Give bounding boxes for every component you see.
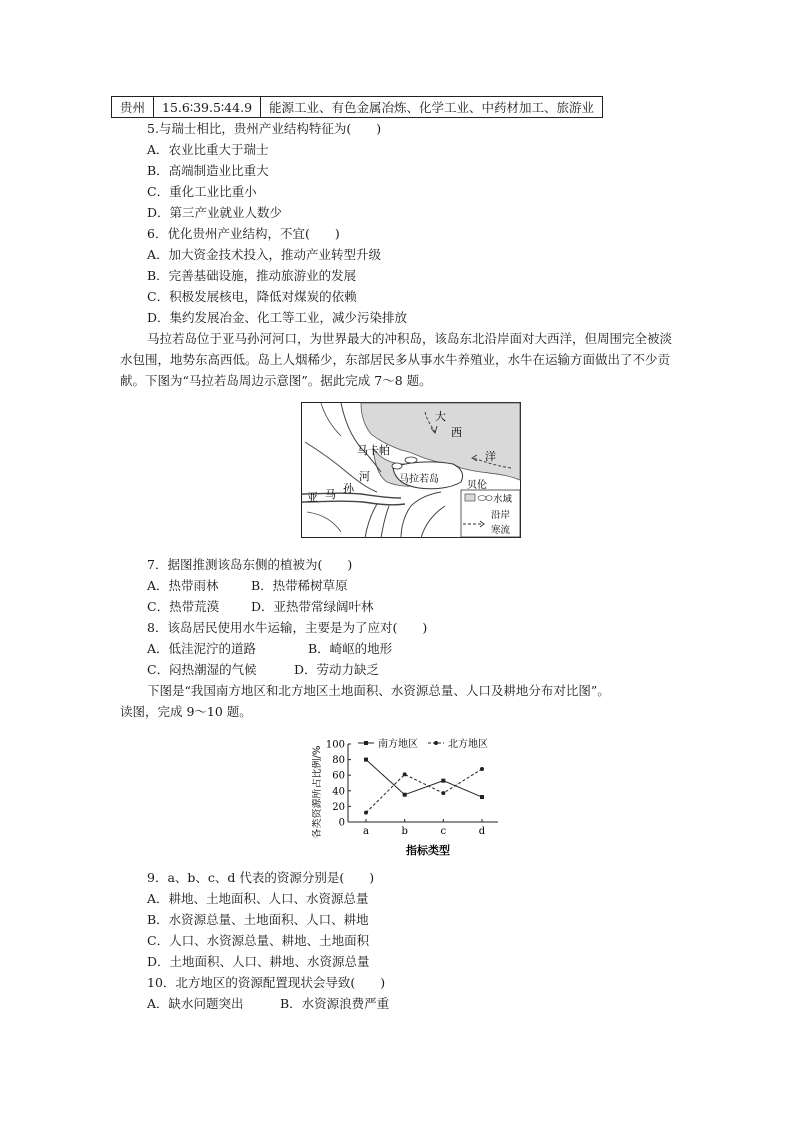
x-tick-label: c	[440, 826, 447, 837]
q10-option-a: A．缺水问题突出	[147, 996, 244, 1011]
q8-option-a: A．低洼泥泞的道路	[147, 641, 257, 656]
q9-stem: 9．a、b、c、d 代表的资源分别是( )	[147, 870, 375, 885]
x-tick-label: a	[363, 826, 369, 837]
chart-xlabel: 指标类型	[406, 844, 450, 857]
legend-current-label-2: 寒流	[491, 525, 511, 536]
chart-ylabel: 各类资源所占比例/%	[312, 745, 323, 839]
table-row	[112, 97, 603, 118]
y-tick-label: 100	[325, 739, 345, 751]
q7-option-c: C．热带荒漠	[147, 599, 220, 614]
legend-water-swatch	[478, 496, 486, 501]
q6-option-a: A．加大资金技术投入，推动产业转型升级	[147, 247, 382, 262]
data-point-south	[403, 793, 407, 797]
passage-chart-instruction: 读图，完成 9～10 题。	[120, 704, 252, 719]
q7-option-d: D．亚热带常绿阔叶林	[251, 599, 374, 614]
label-ya: 亚	[307, 491, 318, 504]
legend-south-marker	[364, 741, 368, 745]
legend-current-label-1: 沿岸	[491, 510, 511, 521]
x-tick-label: b	[401, 826, 408, 837]
q10-stem: 10．北方地区的资源配置现状会导致( )	[147, 975, 386, 990]
legend-water-swatch	[486, 496, 492, 501]
q6-option-b: B．完善基础设施，推动旅游业的发展	[147, 268, 357, 283]
q9-option-d: D．土地面积、人口、耕地、水资源总量	[147, 954, 370, 969]
legend-water-label: 水域	[493, 494, 513, 505]
q8-option-b: B．崎岖的地形	[308, 641, 393, 656]
legend-south-label: 南方地区	[378, 739, 418, 750]
q7-option-b: B．热带稀树草原	[251, 578, 348, 593]
q8-option-d: D．劳动力缺乏	[294, 662, 380, 677]
passage-chart-intro: 下图是“我国南方地区和北方地区土地面积、水资源总量、人口及耕地分布对比图”。	[147, 683, 610, 698]
data-point-north	[364, 811, 368, 815]
data-point-north	[480, 767, 484, 771]
data-point-south	[364, 758, 368, 762]
data-point-south	[441, 779, 445, 783]
label-island: 马拉若岛	[399, 474, 439, 485]
y-tick-group	[326, 740, 351, 829]
q5-option-b: B．高端制造业比重大	[147, 163, 269, 178]
q6-option-c: C．积极发展核电，降低对煤炭的依赖	[147, 289, 357, 304]
q8-option-c: C．闷热潮湿的气候	[147, 662, 257, 677]
q7-option-a: A．热带雨林	[147, 578, 219, 593]
y-tick-label: 0	[338, 817, 345, 829]
label-he: 河	[359, 470, 370, 483]
q7-stem: 7．据图推测该岛东侧的植被为( )	[147, 557, 353, 572]
label-ma: 马	[325, 488, 336, 501]
y-tick-label: 60	[332, 770, 345, 782]
q6-stem: 6．优化贵州产业结构，不宜( )	[147, 226, 340, 241]
label-sun: 孙	[343, 482, 354, 495]
q9-option-a: A．耕地、土地面积、人口、水资源总量	[147, 891, 369, 906]
q8-stem: 8．该岛居民使用水牛运输，主要是为了应对( )	[147, 620, 428, 635]
province-cell: 贵州	[112, 97, 154, 118]
legend-north-marker	[434, 741, 438, 745]
chart-legend	[358, 737, 488, 750]
data-point-north	[441, 791, 445, 795]
y-tick-label: 40	[332, 786, 345, 798]
data-point-north	[403, 772, 407, 776]
q5-option-d: D．第三产业就业人数少	[147, 205, 283, 220]
small-island	[392, 463, 402, 469]
label-da: 大	[435, 410, 446, 423]
small-island	[405, 457, 417, 463]
data-point-south	[480, 795, 484, 799]
legend-north-label: 北方地区	[448, 739, 488, 750]
label-makapa: 马卡帕	[357, 444, 390, 457]
q9-option-c: C．人口、水资源总量、耕地、土地面积	[147, 933, 370, 948]
resource-distribution-chart	[312, 732, 512, 860]
industry-table	[111, 96, 603, 118]
label-yang: 洋	[485, 450, 496, 463]
series-group	[364, 758, 484, 815]
marajo-map	[301, 402, 521, 538]
x-tick-label: d	[478, 826, 486, 837]
y-tick-label: 20	[332, 801, 345, 813]
q5-option-a: A．农业比重大于瑞士	[147, 142, 269, 157]
ratio-cell: 15.6∶39.5∶44.9	[154, 97, 261, 118]
legend-water-swatch	[465, 494, 475, 501]
q5-stem: 5.与瑞士相比，贵州产业结构特征为( )	[147, 121, 382, 136]
q6-option-d: D．集约发展冶金、化工等工业，减少污染排放	[147, 310, 408, 325]
y-tick-label: 80	[332, 755, 345, 767]
q9-option-b: B．水资源总量、土地面积、人口、耕地	[147, 912, 369, 927]
series-line-south	[366, 760, 482, 797]
q10-option-b: B．水资源浪费严重	[280, 996, 390, 1011]
q5-option-c: C．重化工业比重小	[147, 184, 257, 199]
passage-marajo: 马拉若岛位于亚马孙河河口，为世界最大的冲积岛，该岛东北沿岸面对大西洋，但周围完全被淡水包围，地势东高西低。岛上人烟稀少，东部居民多从事水牛养殖业，水牛在运输方面做出了不少贡献。下图为“马拉若岛周边示意图”。据此完成 7～8 题。	[120, 331, 673, 388]
label-xi: 西	[451, 426, 462, 439]
label-belem: 贝伦	[467, 480, 487, 491]
industries-cell: 能源工业、有色金属冶炼、化学工业、中药材加工、旅游业	[261, 97, 603, 118]
